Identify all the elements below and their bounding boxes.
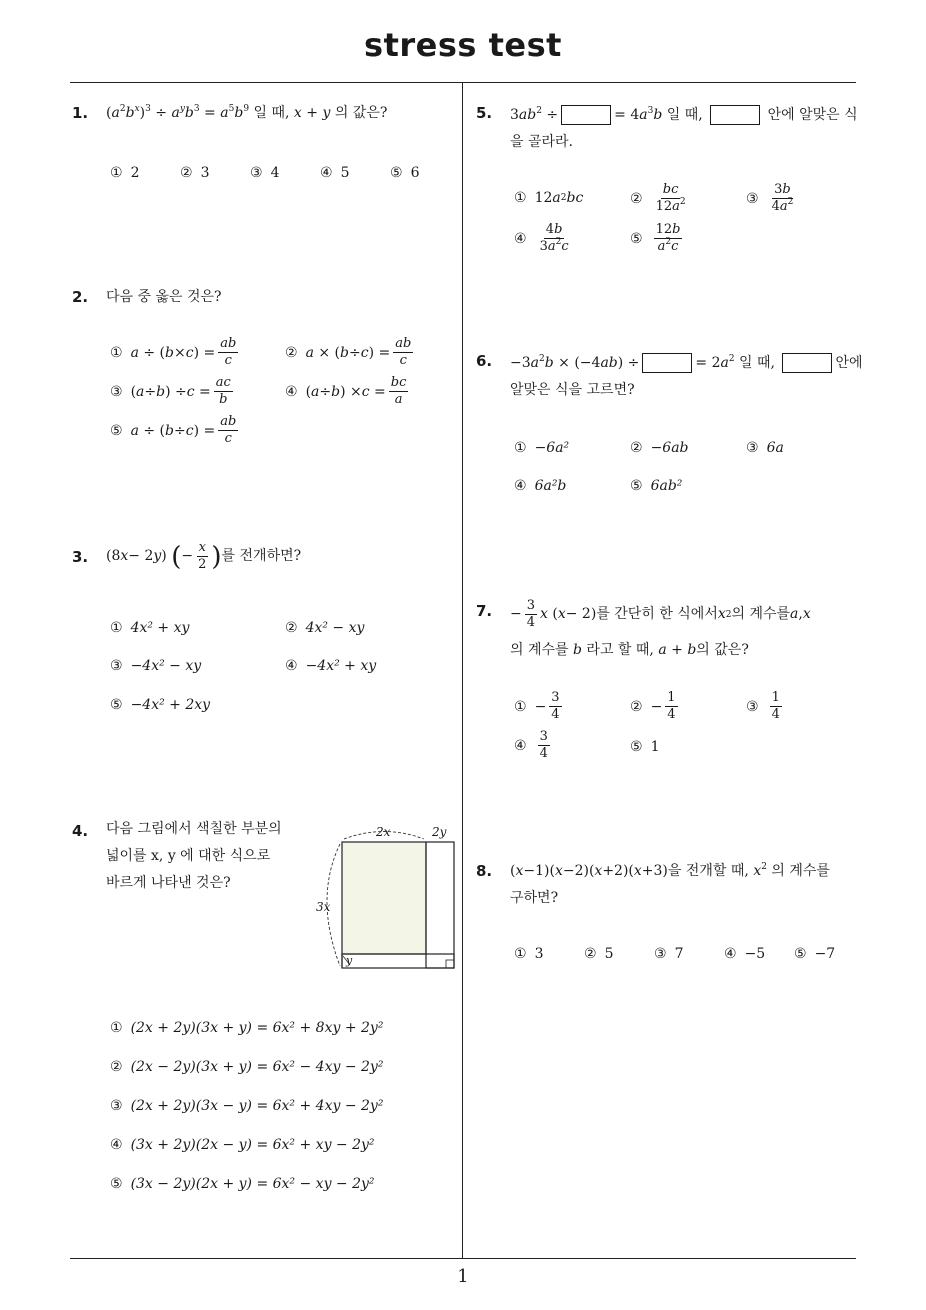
q8-option-4[interactable]: ④ −5: [724, 946, 766, 962]
question-7-number: 7.: [476, 602, 493, 620]
question-6-text: $-3a^2b \times (-4ab)$ ÷ = $2a^2$ 일 때, 안에: [510, 354, 863, 371]
q5-blank-box-1: [561, 105, 611, 125]
q4-option-5[interactable]: ⑤ (3x − 2y)(2x + y) = 6x² − xy − 2y²: [110, 1176, 375, 1192]
q5-option-3[interactable]: ③ $\frac{3b}{4a^2}$: [746, 182, 794, 214]
q5-option-5[interactable]: ⑤ $\frac{12b}{a^2c}$: [630, 222, 681, 254]
page-number: 1: [457, 1266, 469, 1287]
q5-option-1[interactable]: ① 12 a 2 bc: [514, 190, 584, 206]
question-4-number: 4.: [72, 822, 89, 840]
area-figure: [310, 822, 460, 974]
question-5-number: 5.: [476, 104, 493, 122]
q3-option-1[interactable]: ① 4x² + xy: [110, 620, 190, 636]
q4-option-3[interactable]: ③ (2x + 2y)(3x − y) = 6x² + 4xy − 2y²: [110, 1098, 384, 1114]
question-7-text-line2: 의 계수를 b 라고 할 때, a + b의 값은?: [510, 642, 749, 658]
fig-label-2y: 2y: [432, 825, 447, 839]
question-7-text: − $\frac{3}{4}$ x ( x − 2) 를 간단히 한 식에서 x 2 의 계수를 a , x: [510, 598, 811, 630]
column-divider: [462, 82, 463, 1258]
q2-option-2[interactable]: ② a × ( b ÷ c ) = $\frac{ab}{c}$: [285, 336, 412, 368]
q7-option-3[interactable]: ③ $\frac{1}{4}$: [746, 690, 780, 722]
q6-blank-box-1: [642, 353, 692, 373]
question-2-number: 2.: [72, 288, 89, 306]
q7-option-1[interactable]: ① − $\frac{3}{4}$: [514, 690, 560, 722]
q2-option-1[interactable]: ① a ÷ ( b × c ) = $\frac{ab}{c}$: [110, 336, 237, 368]
q5-blank-box-2: [710, 105, 760, 125]
question-4-text: 다음 그림에서 색칠한 부분의 넓이를 x, y 에 대한 식으로 바르게 나타낸 것은?: [106, 821, 282, 891]
q6-option-5[interactable]: ⑤ 6ab²: [630, 478, 683, 494]
q5-option-2[interactable]: ② $\frac{bc}{12a^2}$: [630, 182, 686, 214]
q4-option-1[interactable]: ① (2x + 2y)(3x + y) = 6x² + 8xy + 2y²: [110, 1020, 384, 1036]
q2-option-3[interactable]: ③ ( a ÷ b ) ÷ c = $\frac{ac}{b}$: [110, 375, 231, 407]
question-6-text-line2: 알맞은 식을 고르면?: [510, 382, 635, 398]
q7-option-4[interactable]: ④ $\frac{3}{4}$: [514, 729, 548, 761]
fig-label-y: y: [346, 954, 353, 967]
q8-option-3[interactable]: ③ 7: [654, 946, 684, 962]
q1-option-3[interactable]: ③ 4: [250, 165, 280, 181]
q3-option-2[interactable]: ② 4x² − xy: [285, 620, 365, 636]
fig-label-2x: 2x: [376, 825, 391, 839]
q6-option-4[interactable]: ④ 6a²b: [514, 478, 567, 494]
question-8-text: (x−1)(x−2)(x+2)(x+3)을 전개할 때, $x^2$ 의 계수를: [510, 862, 830, 879]
q6-option-2[interactable]: ② −6ab: [630, 440, 689, 456]
q5-option-4[interactable]: ④ $\frac{4b}{3a^2c}$: [514, 222, 569, 254]
q8-option-1[interactable]: ① 3: [514, 946, 544, 962]
question-8-text-line2: 구하면?: [510, 890, 559, 906]
q4-option-4[interactable]: ④ (3x + 2y)(2x − y) = 6x² + xy − 2y²: [110, 1137, 375, 1153]
q1-option-5[interactable]: ⑤ 6: [390, 165, 420, 181]
q7-option-5[interactable]: ⑤ 1: [630, 739, 660, 755]
q8-option-5[interactable]: ⑤ −7: [794, 946, 836, 962]
question-2-text: 다음 중 옳은 것은?: [106, 289, 222, 305]
q1-option-1[interactable]: ① 2: [110, 165, 140, 181]
q1-option-2[interactable]: ② 3: [180, 165, 210, 181]
question-5-text: $3ab^2$ ÷ = $4a^3b$ 일 때, 안에 알맞은 식: [510, 106, 858, 123]
question-8-number: 8.: [476, 862, 493, 880]
q7-option-2[interactable]: ② − $\frac{1}{4}$: [630, 690, 676, 722]
q2-option-5[interactable]: ⑤ a ÷ ( b ÷ c ) = $\frac{ab}{c}$: [110, 414, 237, 446]
q2-option-4[interactable]: ④ ( a ÷ b ) × c = $\frac{bc}{a}$: [285, 375, 407, 407]
question-6-number: 6.: [476, 352, 493, 370]
q3-option-3[interactable]: ③ −4x² − xy: [110, 658, 202, 674]
q8-option-2[interactable]: ② 5: [584, 946, 614, 962]
q3-option-4[interactable]: ④ −4x² + xy: [285, 658, 377, 674]
question-5-text-line2: 을 골라라.: [510, 134, 573, 150]
q6-option-3[interactable]: ③ 6a: [746, 440, 784, 456]
bottom-rule: [70, 1258, 856, 1259]
q6-blank-box-2: [782, 353, 832, 373]
question-3-text: (8 x − 2 y ) ( − $\frac{x}{2}$ ) 를 전개하면?: [106, 540, 302, 572]
top-rule: [70, 82, 856, 83]
q3-option-5[interactable]: ⑤ −4x² + 2xy: [110, 697, 211, 713]
question-1-text: $(a^2b^x)^3 \div a^yb^3 = a^5b^9$ 일 때, x + y 의 값은?: [106, 104, 388, 121]
question-1-number: 1.: [72, 104, 89, 122]
fig-label-3x: 3x: [316, 900, 331, 914]
question-3-number: 3.: [72, 548, 89, 566]
q1-option-4[interactable]: ④ 5: [320, 165, 350, 181]
page-title: stress test: [364, 26, 562, 64]
q6-option-1[interactable]: ① −6a²: [514, 440, 570, 456]
q4-option-2[interactable]: ② (2x − 2y)(3x + y) = 6x² − 4xy − 2y²: [110, 1059, 384, 1075]
